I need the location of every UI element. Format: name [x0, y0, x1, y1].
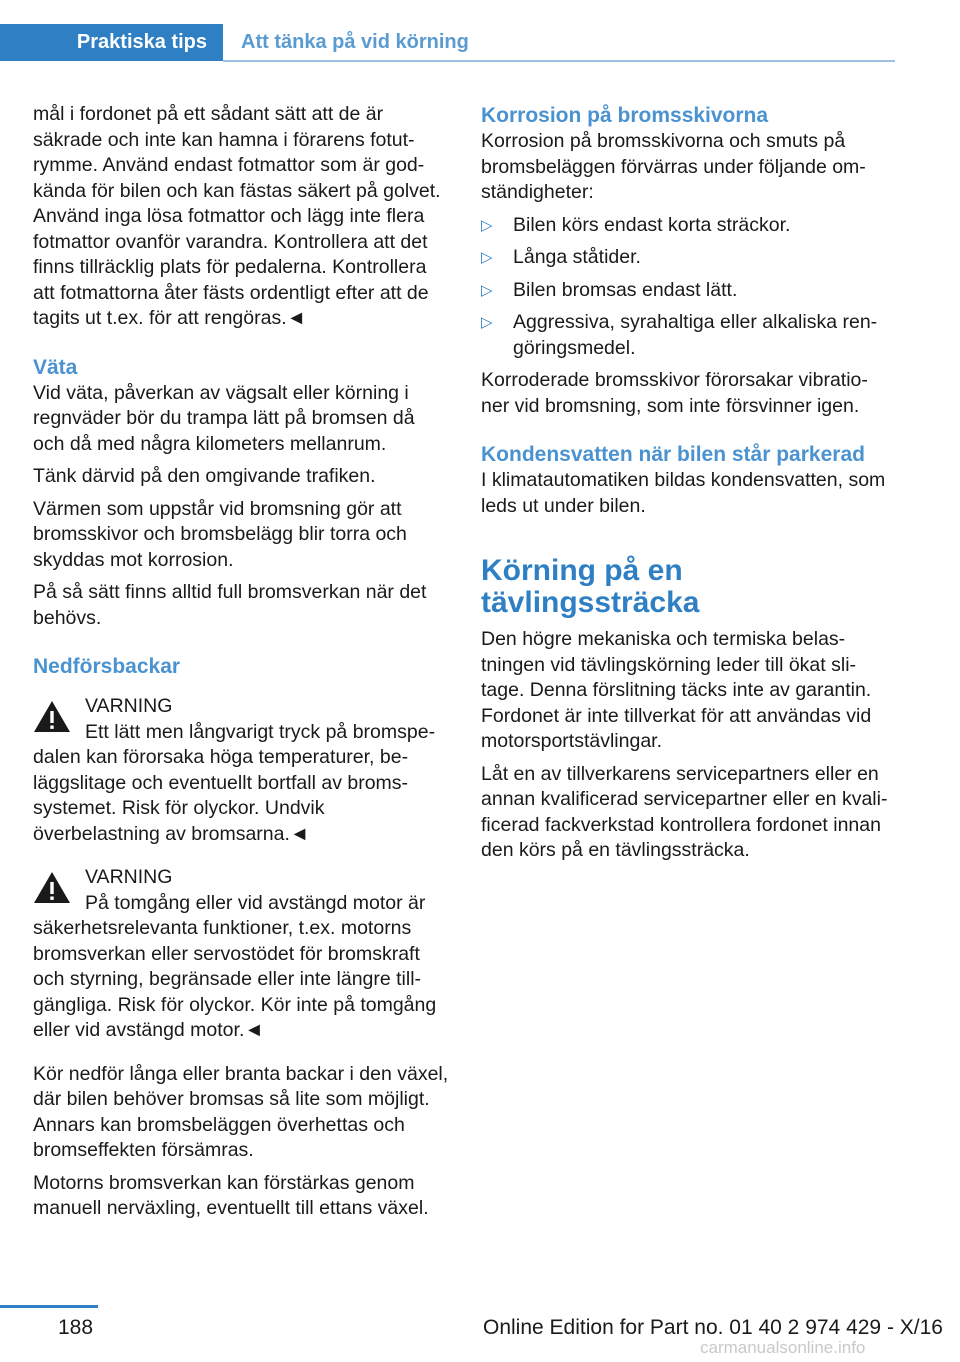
warning-triangle-icon	[33, 871, 71, 904]
heading-vata: Väta	[33, 355, 78, 379]
korrosion-list	[481, 213, 901, 362]
list-item-text: Långa ståtider.	[513, 246, 641, 268]
warning-1-first-line: Ett lätt men långvarigt tryck på bromspe‐	[85, 720, 436, 743]
vata-paragraph-4: På så sätt finns alltid full bromsverkan när det behövs.	[33, 581, 427, 629]
nedforsbackar-paragraph-1: Kör nedför långa eller branta backar i den växel, där bilen behöver bromsas så lite som möjligt. Annars kan bromsbeläggen överhettas och bromseffekten försämras.	[33, 1062, 449, 1161]
intro-paragraph: mål i fordonet på ett sådant sätt att de är säkrade och inte kan hamna i förarens fotut‐ rymme. Använd endast fotmattor som är god‐ kända för bilen och kan fästas säkert på golvet. Använd inga lösa fotmattor och lägg inte flera fotmattor ovanför varandra. Kontrollera att det finns tillräcklig plats för pedalerna. Kontrollera att fotmattorna åter fästs ordentligt efter att de tagits ut t.ex. för att rengöras.◄	[33, 103, 441, 329]
section-tab[interactable]: Praktiska tips	[0, 24, 223, 61]
warning-triangle-icon	[33, 700, 71, 733]
warning-2-title: VARNING	[85, 866, 173, 888]
warning-1-text: dalen kan förorsaka höga temperaturer, be‐ läggslitage och eventuellt bortfall av broms‐ systemet. Risk för olyckor. Undvik överbelastning av bromsarna.◄	[33, 746, 409, 845]
watermark: carmanualsonline.info	[700, 1338, 866, 1357]
list-item-text: Bilen bromsas endast lätt.	[513, 278, 738, 301]
page-number: 188	[58, 1316, 94, 1339]
korrosion-paragraph-2: Korroderade bromsskivor förorsakar vibratio‐ ner vid bromsning, som inte försvinner igen.	[481, 369, 868, 417]
left-column	[33, 102, 451, 1229]
tavling-paragraph-2: Låt en av tillverkarens servicepartners eller en annan kvalificerad servicepartner eller en kvali‐ ficerad fackverkstad kontrollera fordonet innan den körs på en tävlingssträcka.	[481, 762, 888, 861]
list-item-text: Aggressiva, syrahaltiga eller alkaliska ren‐ göringsmedel.	[513, 311, 878, 359]
warning-block-1	[33, 694, 451, 847]
subsection-tab[interactable]: Att tänka på vid körning	[241, 31, 469, 53]
vata-paragraph-3: Värmen som uppstår vid bromsning gör att bromsskivor och bromsbelägg blir torra och skyddas mot korrosion.	[33, 497, 407, 571]
list-item	[481, 213, 901, 239]
list-item-text: Bilen körs endast korta sträckor.	[513, 213, 791, 236]
list-item	[481, 310, 901, 361]
tavling-paragraph-1: Den högre mekaniska och termiska belas‐ tningen vid tävlingskörning leder till ökat sli‐ tage. Denna förslitning täcks inte av garantin. Fordonet är inte tillverkat för att användas vid motorsportstävlingar.	[481, 628, 872, 752]
heading-tavlingsstracka: Körning på en tävlingssträcka	[481, 554, 700, 619]
warning-1-title: VARNING	[85, 695, 173, 717]
nedforsbackar-paragraph-2: Motorns bromsverkan kan förstärkas genom manuell nerväxling, eventuellt till ettans växel.	[33, 1171, 429, 1219]
heading-korrosion: Korrosion på bromsskivorna	[481, 104, 769, 127]
list-item	[481, 245, 901, 271]
heading-kondensvatten: Kondensvatten när bilen står parkerad	[481, 443, 865, 466]
edition-text: Online Edition for Part no. 01 40 2 974 429 - X/16	[483, 1316, 943, 1339]
page-header	[0, 0, 895, 62]
triangle-bullet-icon: ▷	[481, 249, 493, 266]
vata-paragraph-2: Tänk därvid på den omgivande trafiken.	[33, 465, 376, 487]
triangle-bullet-icon: ▷	[481, 281, 493, 299]
right-column	[481, 102, 901, 871]
warning-block-2	[33, 865, 451, 1044]
triangle-bullet-icon: ▷	[481, 314, 493, 331]
triangle-bullet-icon: ▷	[481, 216, 493, 234]
korrosion-paragraph-1: Korrosion på bromsskivorna och smuts på bromsbeläggen förvärras under följande om‐ ständigheter:	[481, 130, 866, 203]
header-divider	[223, 60, 895, 62]
warning-2-first-line: På tomgång eller vid avstängd motor är	[85, 891, 426, 914]
vata-paragraph-1: Vid väta, påverkan av vägsalt eller körning i regnväder bör du trampa lätt på bromsen då och då med några kilometers mellanrum.	[33, 381, 415, 455]
kondensvatten-paragraph: I klimatautomatiken bildas kondensvatten, som leds ut under bilen.	[481, 469, 886, 517]
heading-nedforsbackar: Nedförsbackar	[33, 655, 181, 678]
warning-2-text: säkerhetsrelevanta funktioner, t.ex. motorns bromsverkan eller servostödet för bromskraft och styrning, begränsade eller inte längre till‐ gängliga. Risk för olyckor. Kör inte på tomgång eller vid avstängd motor.◄	[33, 917, 437, 1041]
list-item	[481, 278, 901, 304]
footer-accent-line	[0, 1305, 98, 1308]
